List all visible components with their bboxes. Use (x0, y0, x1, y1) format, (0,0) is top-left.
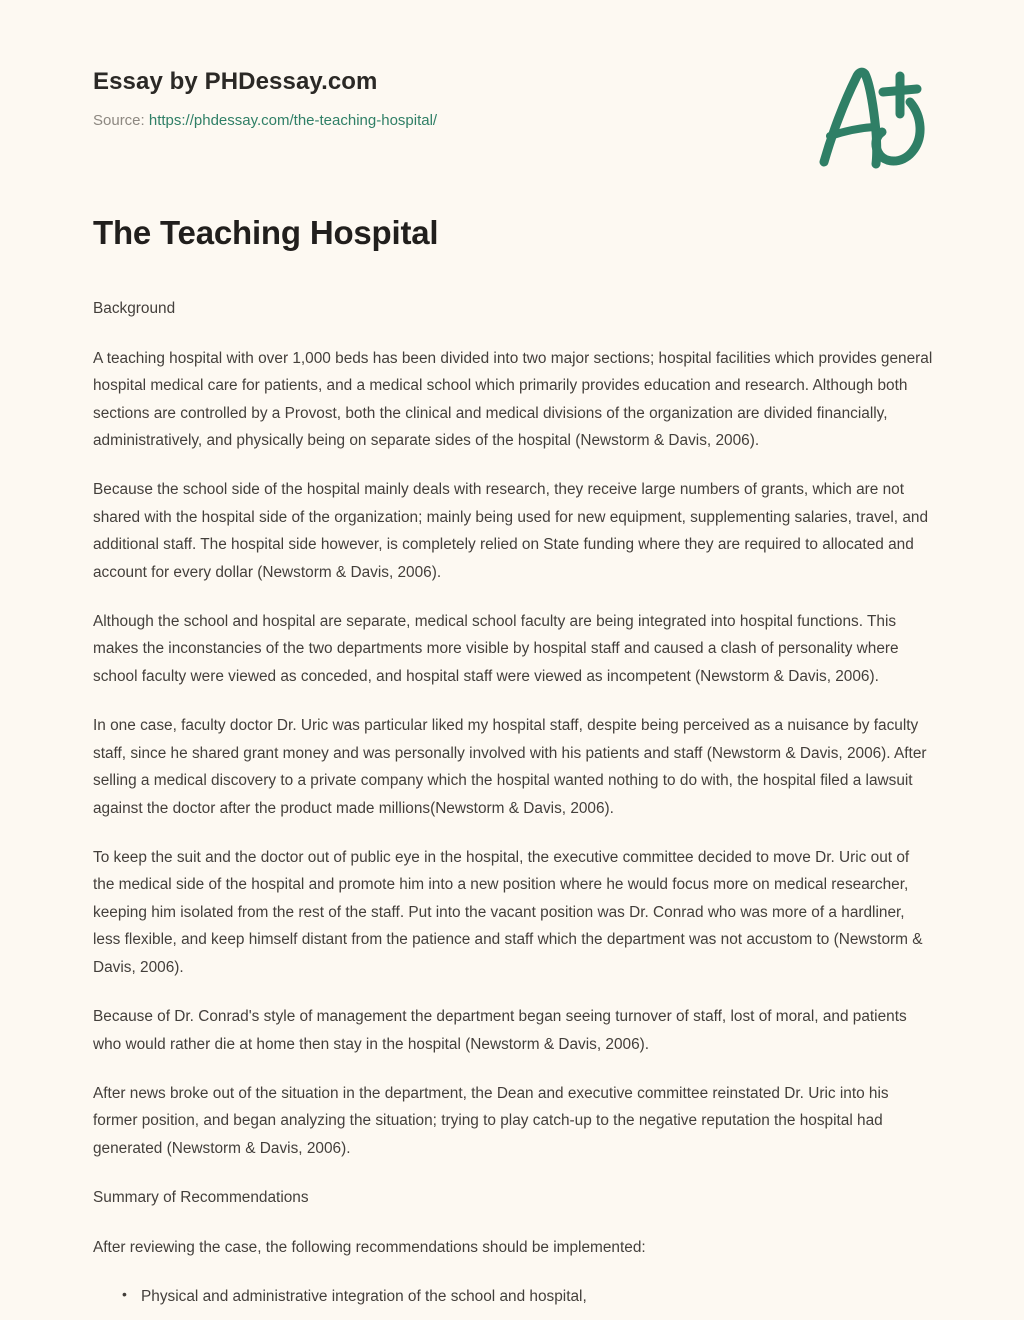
paragraph: To keep the suit and the doctor out of public eye in the hospital, the executive committee decided to move Dr. Uric out of the medical side of the hospital and promote him into a new position where he would focus more on medical researcher, keeping him isolated from the rest of the staff. Put into the vacant position was Dr. Conrad who was more of a hardliner, less flexible, and keep himself distant from the patience and staff which the department was not accustom to (Newstorm & Davis, 2006). (93, 849, 923, 976)
page-title: The Teaching Hospital (93, 214, 439, 251)
brand-title: Essay by PHDessay.com (93, 68, 378, 95)
article-container (93, 212, 933, 1320)
aplus-logo-icon (812, 58, 932, 176)
article-body (93, 295, 933, 1310)
summary-intro: After reviewing the case, the following recommendations should be implemented: (93, 1238, 646, 1256)
section-heading-background: Background (93, 300, 176, 318)
paragraph: After news broke out of the situation in the department, the Dean and executive committee reinstated Dr. Uric into his former position, and began analyzing the situation; trying to play catch-up to the negative reputation the hospital had generated (Newstorm & Davis, 2006). (93, 1084, 889, 1157)
paragraph: Although the school and hospital are separate, medical school faculty are being integrated into hospital functions. This makes the inconstancies of the two departments more visible by hospital staff and caused a clash of personality where school faculty were viewed as conceded, and hospital staff were viewed as incompetent (Newstorm & Davis, 2006). (93, 613, 899, 685)
source-label: Source: (93, 111, 145, 129)
brand-block (93, 68, 713, 130)
paragraph: Because of Dr. Conrad's style of management the department began seeing turnover of staff, lost of moral, and patients who would rather die at home then stay in the hospital (Newstorm & Davis, 2006). (93, 1008, 907, 1053)
list-item: • Physical and administrative integration of the school and hospital, (141, 1283, 933, 1310)
source-url-link[interactable]: https://phdessay.com/the-teaching-hospital/ (148, 111, 438, 129)
page-header (0, 0, 1024, 196)
section-heading-summary: Summary of Recommendations (93, 1189, 309, 1207)
paragraph: In one case, faculty doctor Dr. Uric was particular liked my hospital staff, despite being perceived as a nuisance by faculty staff, since he shared grant money and was personally involved with his patients and staff (Newstorm & Davis, 2006). After selling a medical discovery to a private company which the hospital wanted nothing to do with, the hospital filed a lawsuit against the doctor after the product made millions(Newstorm & Davis, 2006). (93, 717, 927, 817)
paragraph: Because the school side of the hospital mainly deals with research, they receive large numbers of grants, which are not shared with the hospital side of the organization; mainly being used for new equipment, supplementing salaries, travel, and additional staff. The hospital side however, is completely relied on State funding where they are required to allocated and account for every dollar (Newstorm & Davis, 2006). (93, 481, 929, 581)
paragraph: A teaching hospital with over 1,000 beds has been divided into two major sections; hospital facilities which provides general hospital medical care for patients, and a medical school which primarily provides education and research. Although both sections are controlled by a Provost, both the clinical and medical divisions of the organization are divided financially, administratively, and physically being on separate sides of the hospital (Newstorm & Davis, 2006). (93, 349, 933, 449)
source-line (93, 111, 713, 131)
recommendations-list (93, 1283, 933, 1310)
